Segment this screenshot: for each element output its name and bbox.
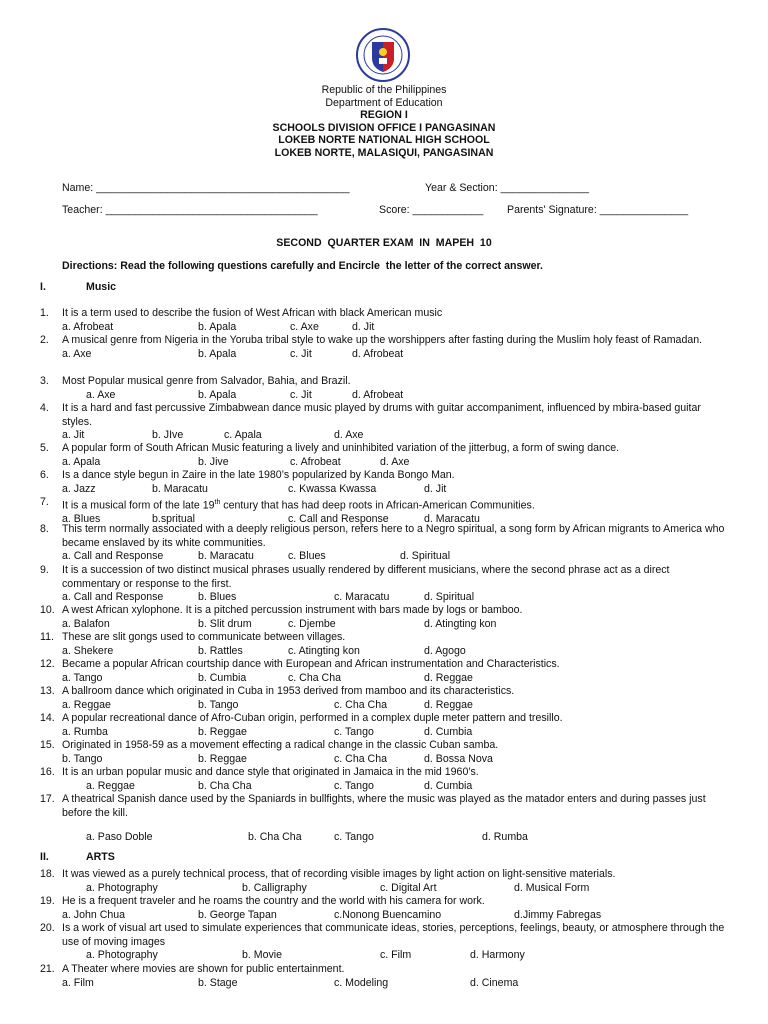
teacher-field[interactable]: Teacher: ____________________________________	[62, 204, 318, 216]
section-number-music: I.	[40, 281, 46, 293]
header-line-4: SCHOOLS DIVISION OFFICE I PANGASINAN	[272, 121, 496, 134]
answer-options	[62, 831, 730, 845]
header-line-1: Republic of the Philippines	[321, 84, 447, 96]
answer-option[interactable]: d. Reggae	[424, 698, 473, 711]
answer-option[interactable]: b. Maracatu	[198, 550, 254, 562]
question-item	[40, 631, 730, 658]
question-number: 7.	[40, 496, 49, 508]
answer-option[interactable]: d. Rumba	[482, 831, 528, 843]
answer-option[interactable]: b.spritual	[152, 513, 195, 526]
question-number: 2.	[40, 334, 49, 346]
answer-option[interactable]: c. Djembe	[288, 617, 336, 630]
question-number: 5.	[40, 442, 49, 454]
answer-options	[62, 456, 730, 470]
question-item	[40, 658, 730, 685]
question-text: He is a frequent traveler and he roams the country and the world with his camera for work.	[62, 895, 485, 907]
header-line-2: Department of Education	[325, 96, 443, 109]
question-item	[40, 685, 730, 712]
answer-option[interactable]: d. Cinema	[470, 976, 519, 989]
name-field[interactable]: Name: ___________________________________________	[62, 182, 350, 194]
question-text: A Theater where movies are shown for public entertainment.	[62, 963, 345, 975]
answer-option[interactable]: c. Blues	[288, 550, 326, 562]
section-title-music: Music	[86, 281, 117, 293]
answer-options	[62, 672, 730, 686]
answer-options	[62, 909, 730, 923]
answer-option[interactable]: d. Cumbia	[424, 725, 473, 738]
answer-options	[62, 389, 730, 403]
answer-option[interactable]: c. Atingting kon	[288, 644, 360, 657]
answer-option[interactable]: d. Bossa Nova	[424, 752, 493, 765]
answer-option[interactable]: d. Axe	[334, 429, 364, 441]
answer-option[interactable]: d. Axe	[380, 455, 410, 468]
question-number: 12.	[40, 658, 55, 670]
question-item	[40, 469, 730, 496]
answer-option[interactable]: b. JIve	[152, 429, 184, 441]
answer-option[interactable]: a. Reggae	[86, 779, 135, 792]
question-item	[40, 963, 730, 990]
directions: Directions: Read the following questions carefully and Encircle the letter of the correct answer.	[62, 260, 543, 272]
answer-option[interactable]: c. Cha Cha	[334, 752, 387, 765]
question-text: A ballroom dance which originated in Cuba in 1953 derived from mamboo and its characteristics.	[62, 685, 515, 697]
answer-options	[62, 753, 730, 767]
answer-option[interactable]: a. Call and Response	[62, 550, 164, 562]
answer-option[interactable]: b. Tango	[198, 698, 239, 711]
question-number: 15.	[40, 739, 55, 751]
answer-options	[62, 726, 730, 740]
question-text: These are slit gongs used to communicate between villages.	[62, 631, 346, 643]
question-text: It is a hard and fast percussive Zimbabwean dance music played by drums with guitar accompaniment, influenced by mbira-based guitar styles.	[62, 402, 701, 428]
question-item	[40, 442, 730, 469]
answer-option[interactable]: a. Rumba	[62, 725, 108, 738]
answer-option[interactable]: b. Cha Cha	[198, 779, 252, 792]
answer-option[interactable]: c. Modeling	[334, 976, 389, 989]
question-number: 9.	[40, 564, 49, 576]
answer-options	[62, 699, 730, 713]
answer-option[interactable]: d. Spiritual	[424, 591, 475, 603]
answer-option[interactable]: a. Jit	[62, 429, 85, 441]
answer-option[interactable]: b. Apala	[198, 320, 237, 333]
answer-option[interactable]: c.Nonong Buencamino	[334, 908, 442, 921]
answer-options	[62, 780, 730, 794]
question-item	[40, 307, 730, 334]
question-item	[40, 334, 730, 361]
answer-options	[62, 591, 730, 605]
question-text: It is a term used to describe the fusion of West African with black American music	[62, 307, 443, 319]
answer-option[interactable]: a. Jazz	[62, 482, 96, 495]
question-text: It is a succession of two distinct musical phrases usually rendered by different musicians, where the second phrase act as a direct commentary or response to the first.	[62, 564, 670, 590]
question-text: Became a popular African courtship dance with European and African instrumentation and Characteristics.	[62, 658, 560, 670]
question-number: 6.	[40, 469, 49, 481]
answer-options	[62, 429, 730, 443]
answer-option[interactable]: a. Photography	[86, 949, 158, 961]
answer-option[interactable]: b. Calligraphy	[242, 881, 307, 894]
answer-option[interactable]: b. Reggae	[198, 752, 247, 765]
answer-option[interactable]: c. Digital Art	[380, 881, 437, 894]
answer-option[interactable]: d. Jit	[424, 482, 447, 495]
question-item	[40, 766, 730, 793]
question-number: 16.	[40, 766, 55, 778]
answer-option[interactable]: c. Tango	[334, 725, 374, 738]
answer-option[interactable]: a. Call and Response	[62, 591, 164, 603]
answer-option[interactable]: d. Spiritual	[400, 550, 451, 562]
answer-option[interactable]: c. Axe	[290, 320, 319, 333]
question-item	[40, 604, 730, 631]
answer-option[interactable]: a. Paso Doble	[86, 831, 153, 843]
answer-option[interactable]: d.Jimmy Fabregas	[514, 908, 602, 921]
question-number: 14.	[40, 712, 55, 724]
question-item	[40, 523, 730, 564]
answer-option[interactable]: b. Cumbia	[198, 671, 247, 684]
question-item	[40, 922, 730, 963]
answer-option[interactable]: c. Apala	[224, 429, 262, 441]
question-item	[40, 712, 730, 739]
answer-option[interactable]: d. Harmony	[470, 949, 525, 961]
answer-option[interactable]: b. Jive	[198, 455, 229, 468]
question-text: Originated in 1958-59 as a movement effecting a radical change in the classic Cuban samba.	[62, 739, 499, 751]
question-number: 19.	[40, 895, 55, 907]
answer-option[interactable]: b. Slit drum	[198, 617, 252, 630]
answer-option[interactable]: a. John Chua	[62, 908, 126, 921]
question-item	[40, 496, 730, 527]
answer-option[interactable]: d. Musical Form	[514, 881, 590, 894]
section-number-arts: II.	[40, 851, 49, 863]
year-section-field[interactable]: Year & Section: _______________	[425, 182, 589, 194]
answer-options	[62, 977, 730, 991]
answer-option[interactable]: d. Atingting kon	[424, 617, 497, 630]
question-item	[40, 375, 730, 402]
question-text	[62, 496, 730, 513]
answer-options	[62, 949, 730, 963]
question-text: A popular recreational dance of Afro-Cuban origin, performed in a complex duple meter pattern and tresillo.	[62, 712, 563, 724]
question-text: This term normally associated with a deeply religious person, refers here to a Negro spiritual, a song form by African migrants to America who became enslaved by its white communities.	[62, 523, 725, 549]
answer-option[interactable]: b. George Tapan	[198, 908, 277, 921]
question-text: It was viewed as a purely technical process, that of recording visible images by light action on light-sensitive materials.	[62, 868, 616, 880]
answer-option[interactable]: b. Reggae	[198, 725, 247, 738]
question-text: Is a dance style begun in Zaire in the late 1980’s popularized by Kanda Bongo Man.	[62, 469, 455, 481]
header-line-5: LOKEB NORTE NATIONAL HIGH SCHOOL	[278, 134, 490, 147]
answer-option[interactable]: d. Agogo	[424, 644, 466, 657]
answer-option[interactable]: b. Maracatu	[152, 482, 208, 495]
parents-signature-field[interactable]: Parents' Signature: _______________	[507, 204, 689, 216]
question-text: A musical genre from Nigeria in the Yoruba tribal style to wake up the worshippers after fasting during the Muslim holy feast of Ramadan.	[62, 334, 703, 346]
answer-options	[62, 483, 730, 497]
question-number: 17.	[40, 793, 55, 805]
question-text: A theatrical Spanish dance used by the Spaniards in bullfights, where the music was played as the matador enters and during passes just before the kill.	[62, 793, 706, 819]
answer-option[interactable]: a. Axe	[86, 388, 116, 401]
question-item	[40, 868, 730, 895]
question-number: 10.	[40, 604, 55, 616]
score-field[interactable]: Score: ____________	[379, 204, 484, 216]
answer-option[interactable]: b. Cha Cha	[248, 831, 302, 843]
answer-option[interactable]: a. Photography	[86, 881, 158, 894]
answer-option[interactable]: a. Afrobeat	[62, 320, 114, 333]
header-line-3: REGION I	[360, 109, 408, 122]
answer-option[interactable]: b. Apala	[198, 388, 237, 401]
question-number: 11.	[40, 631, 54, 643]
question-text-part: It is a musical form of the late 19	[62, 499, 215, 512]
question-number: 13.	[40, 685, 55, 697]
question-number: 18.	[40, 868, 55, 880]
answer-option[interactable]: d. Afrobeat	[352, 347, 404, 360]
question-text: A west African xylophone. It is a pitched percussion instrument with bars made by logs or bamboo.	[62, 604, 523, 616]
answer-option[interactable]: c. Tango	[334, 831, 374, 843]
question-number: 21.	[40, 963, 55, 975]
question-item	[40, 793, 730, 845]
question-item	[40, 895, 730, 922]
question-number: 4.	[40, 402, 49, 414]
header-line-6: LOKEB NORTE, MALASIQUI, PANGASINAN	[274, 146, 494, 159]
answer-option[interactable]: a. Apala	[62, 455, 101, 468]
answer-option[interactable]: a. Shekere	[62, 644, 114, 657]
answer-option[interactable]: d. Jit	[352, 320, 375, 333]
answer-options	[62, 550, 730, 564]
answer-option[interactable]: a. Axe	[62, 347, 92, 360]
answer-option[interactable]: c. Tango	[334, 779, 374, 792]
answer-option[interactable]: c. Call and Response	[288, 513, 389, 526]
answer-option[interactable]: d. Cumbia	[424, 779, 473, 792]
question-text-superscript: th	[214, 499, 221, 506]
school-header	[0, 84, 768, 160]
answer-option[interactable]: b. Rattles	[198, 644, 243, 657]
question-text: Is a work of visual art used to simulate experiences that communicate ideas, stories, perceptions, feelings, beauty, or atmosphere through the use of moving images	[62, 922, 725, 948]
question-number: 20.	[40, 922, 55, 934]
question-number: 8.	[40, 523, 49, 535]
answer-option[interactable]: d. Maracatu	[424, 513, 480, 526]
answer-option[interactable]: c. Kwassa Kwassa	[288, 482, 377, 495]
question-text-part: century that has had deep roots in African-American Communities.	[220, 499, 535, 512]
answer-option[interactable]: b. Blues	[198, 591, 237, 603]
answer-option[interactable]: c. Maracatu	[334, 591, 390, 603]
answer-option[interactable]: c. Jit	[290, 388, 312, 401]
answer-option[interactable]: c. Jit	[290, 347, 312, 360]
answer-option[interactable]: a. Film	[62, 976, 94, 989]
question-text: It is an urban popular music and dance style that originated in Jamaica in the mid 1960’s.	[62, 766, 479, 778]
question-item	[40, 564, 730, 605]
answer-option[interactable]: a. Blues	[62, 513, 101, 526]
answer-option[interactable]: b. Movie	[242, 949, 283, 961]
answer-option[interactable]: c. Cha Cha	[288, 671, 341, 684]
answer-option[interactable]: a. Tango	[62, 671, 103, 684]
question-item	[40, 739, 730, 766]
answer-option[interactable]: a. Reggae	[62, 698, 111, 711]
answer-option[interactable]: c. Film	[380, 949, 412, 961]
section-title-arts: ARTS	[86, 851, 115, 863]
answer-options	[62, 321, 730, 335]
question-number: 1.	[40, 307, 49, 319]
answer-options	[62, 645, 730, 659]
exam-title: SECOND QUARTER EXAM IN MAPEH 10	[276, 237, 492, 249]
answer-option[interactable]: b. Apala	[198, 347, 237, 360]
answer-options	[62, 882, 730, 896]
deped-seal-logo	[339, 28, 427, 82]
answer-option[interactable]: b. Tango	[62, 752, 103, 765]
answer-option[interactable]: a. Balafon	[62, 617, 110, 630]
answer-option[interactable]: d. Reggae	[424, 671, 473, 684]
answer-option[interactable]: b. Stage	[198, 976, 238, 989]
answer-option[interactable]: d. Afrobeat	[352, 388, 404, 401]
answer-option[interactable]: c. Afrobeat	[290, 455, 341, 468]
question-item	[40, 402, 730, 443]
answer-option[interactable]: c. Cha Cha	[334, 698, 387, 711]
question-text: A popular form of South African Music featuring a lively and uninhibited variation of the jitterbug, a form of swing dance.	[62, 442, 620, 454]
question-number: 3.	[40, 375, 49, 387]
question-text: Most Popular musical genre from Salvador, Bahia, and Brazil.	[62, 375, 351, 387]
answer-options	[62, 348, 730, 362]
answer-options	[62, 618, 730, 632]
